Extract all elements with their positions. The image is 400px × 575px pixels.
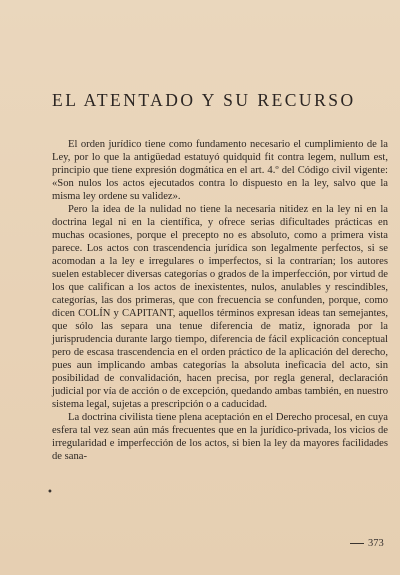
folio-rule — [350, 543, 364, 544]
paragraph-2: Pero la idea de la nulidad no tiene la necesaria nitidez en la ley ni en la doctrina legal ni en la científica, y ofrece serias dificultades prácticas en muchas ocasiones, porque el precepto no es absoluto, como a primera vista parece. Los actos con trascendencia jurídica son legalmente perfectos, si se acomodan a la ley e irregulares o imperfectos, si la contrarían; los autores suelen establecer diversas categorías o grados de la imperfección, por virtud de los que califican a los actos de inexistentes, nulos, anulables y rescindibles, categorías, las dos primeras, que con frecuencia se confunden, porque, como dicen COLÍN y CAPITANT, aquellos términos expresan ideas tan semejantes, que sólo las separa una tenue diferencia de matiz, ignorada por la jurisprudencia durante largo tiempo, diferencia de fácil explicación conceptual pero de escasa trascendencia en el orden práctico de la aplicación del derecho, pues aun implicando ambas categorías la absoluta ineficacia del acto, sin posibilidad de convalidación, hacen precisa, por regla general, declaración judicial por vía de acción o de excepción, quedando ambas también, en nuestro sistema legal, sujetas a prescripción o a caducidad. — [52, 204, 388, 410]
paragraph-3: La doctrina civilista tiene plena aceptación en el Derecho procesal, en cuya esfera tal vez sean aún más frecuentes que en la jurídico-privada, los vicios de irregularidad e imperfección de los actos, si bien la ley da mayores facilidades de sana- — [52, 412, 388, 462]
page-number: 373 — [368, 538, 384, 549]
margin-mark: • — [47, 487, 53, 498]
page-folio — [350, 538, 384, 549]
paragraph-1: El orden jurídico tiene como fundamento necesario el cumplimiento de la Ley, por lo que la antigüedad estatuyó quidquid fit contra legem, nullum est, principio que tiene expresión dogmática en el art. 4.º del Código civil vigente: «Son nulos los actos ejecutados contra lo dispuesto en la ley, salvo que la misma ley ordene su validez». — [52, 139, 388, 202]
body-text — [52, 138, 388, 463]
chapter-title: EL ATENTADO Y SU RECURSO — [52, 90, 356, 110]
